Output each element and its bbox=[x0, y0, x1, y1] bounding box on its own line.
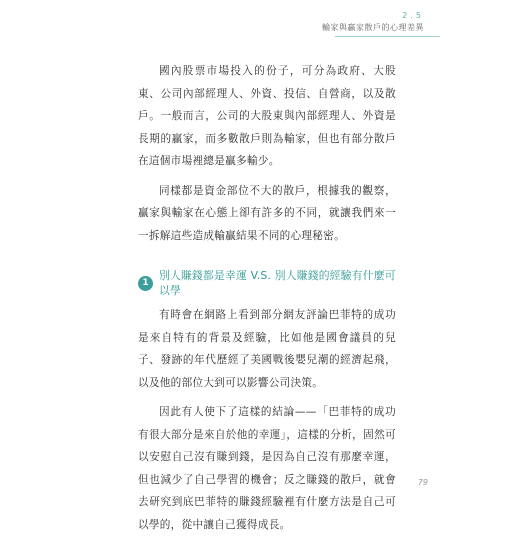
running-title: 輸家與贏家散戶的心理差異 bbox=[322, 23, 424, 32]
page-body bbox=[138, 60, 396, 543]
section-paragraph-1: 有時會在網路上看到部分網友評論巴菲特的成功是來自特有的背景及經驗，比如他是國會議員的兒子、發跡的年代歷經了美國戰後嬰兒潮的經濟起飛，以及他的部位大到可以影響公司決策。 bbox=[138, 309, 396, 389]
intro-paragraph-1: 國內股票市場投入的份子，可分為政府、大股東、公司內部經理人、外資、投信、自營商，以及散戶。一般而言，公司的大股東與內部經理人、外資是長期的贏家，而多數散戶則為輸家，但也有部分散戶在這個市場裡總是贏多輸少。 bbox=[138, 65, 396, 167]
section-heading bbox=[138, 268, 396, 298]
section-title: 別人賺錢都是幸運 V.S. 別人賺錢的經驗有什麼可以學 bbox=[159, 269, 396, 297]
running-header bbox=[0, 0, 520, 44]
section-paragraph-2: 因此有人使下了這樣的結論——「巴菲特的成功有很大部分是來自於他的幸運」，這樣的分析，固然可以安慰自己沒有賺到錢，是因為自己沒有那麼幸運，但也減少了自己學習的機會；反之賺錢的散戶，就會去研究到底巴菲特的賺錢經驗裡有什麼方法是自己可以學的，從中讓自己獲得成長。 bbox=[138, 406, 396, 531]
section-number: 2.5 bbox=[402, 11, 424, 20]
section-number-icon: 1 bbox=[138, 276, 153, 291]
intro-paragraph-2: 同樣都是資金部位不大的散戶，根據我的觀察，贏家與輸家在心態上卻有許多的不同，就讓我們來一一拆解這些造成輸贏結果不同的心理秘密。 bbox=[138, 184, 396, 242]
page-number: 79 bbox=[417, 478, 428, 487]
header-divider bbox=[335, 36, 440, 37]
